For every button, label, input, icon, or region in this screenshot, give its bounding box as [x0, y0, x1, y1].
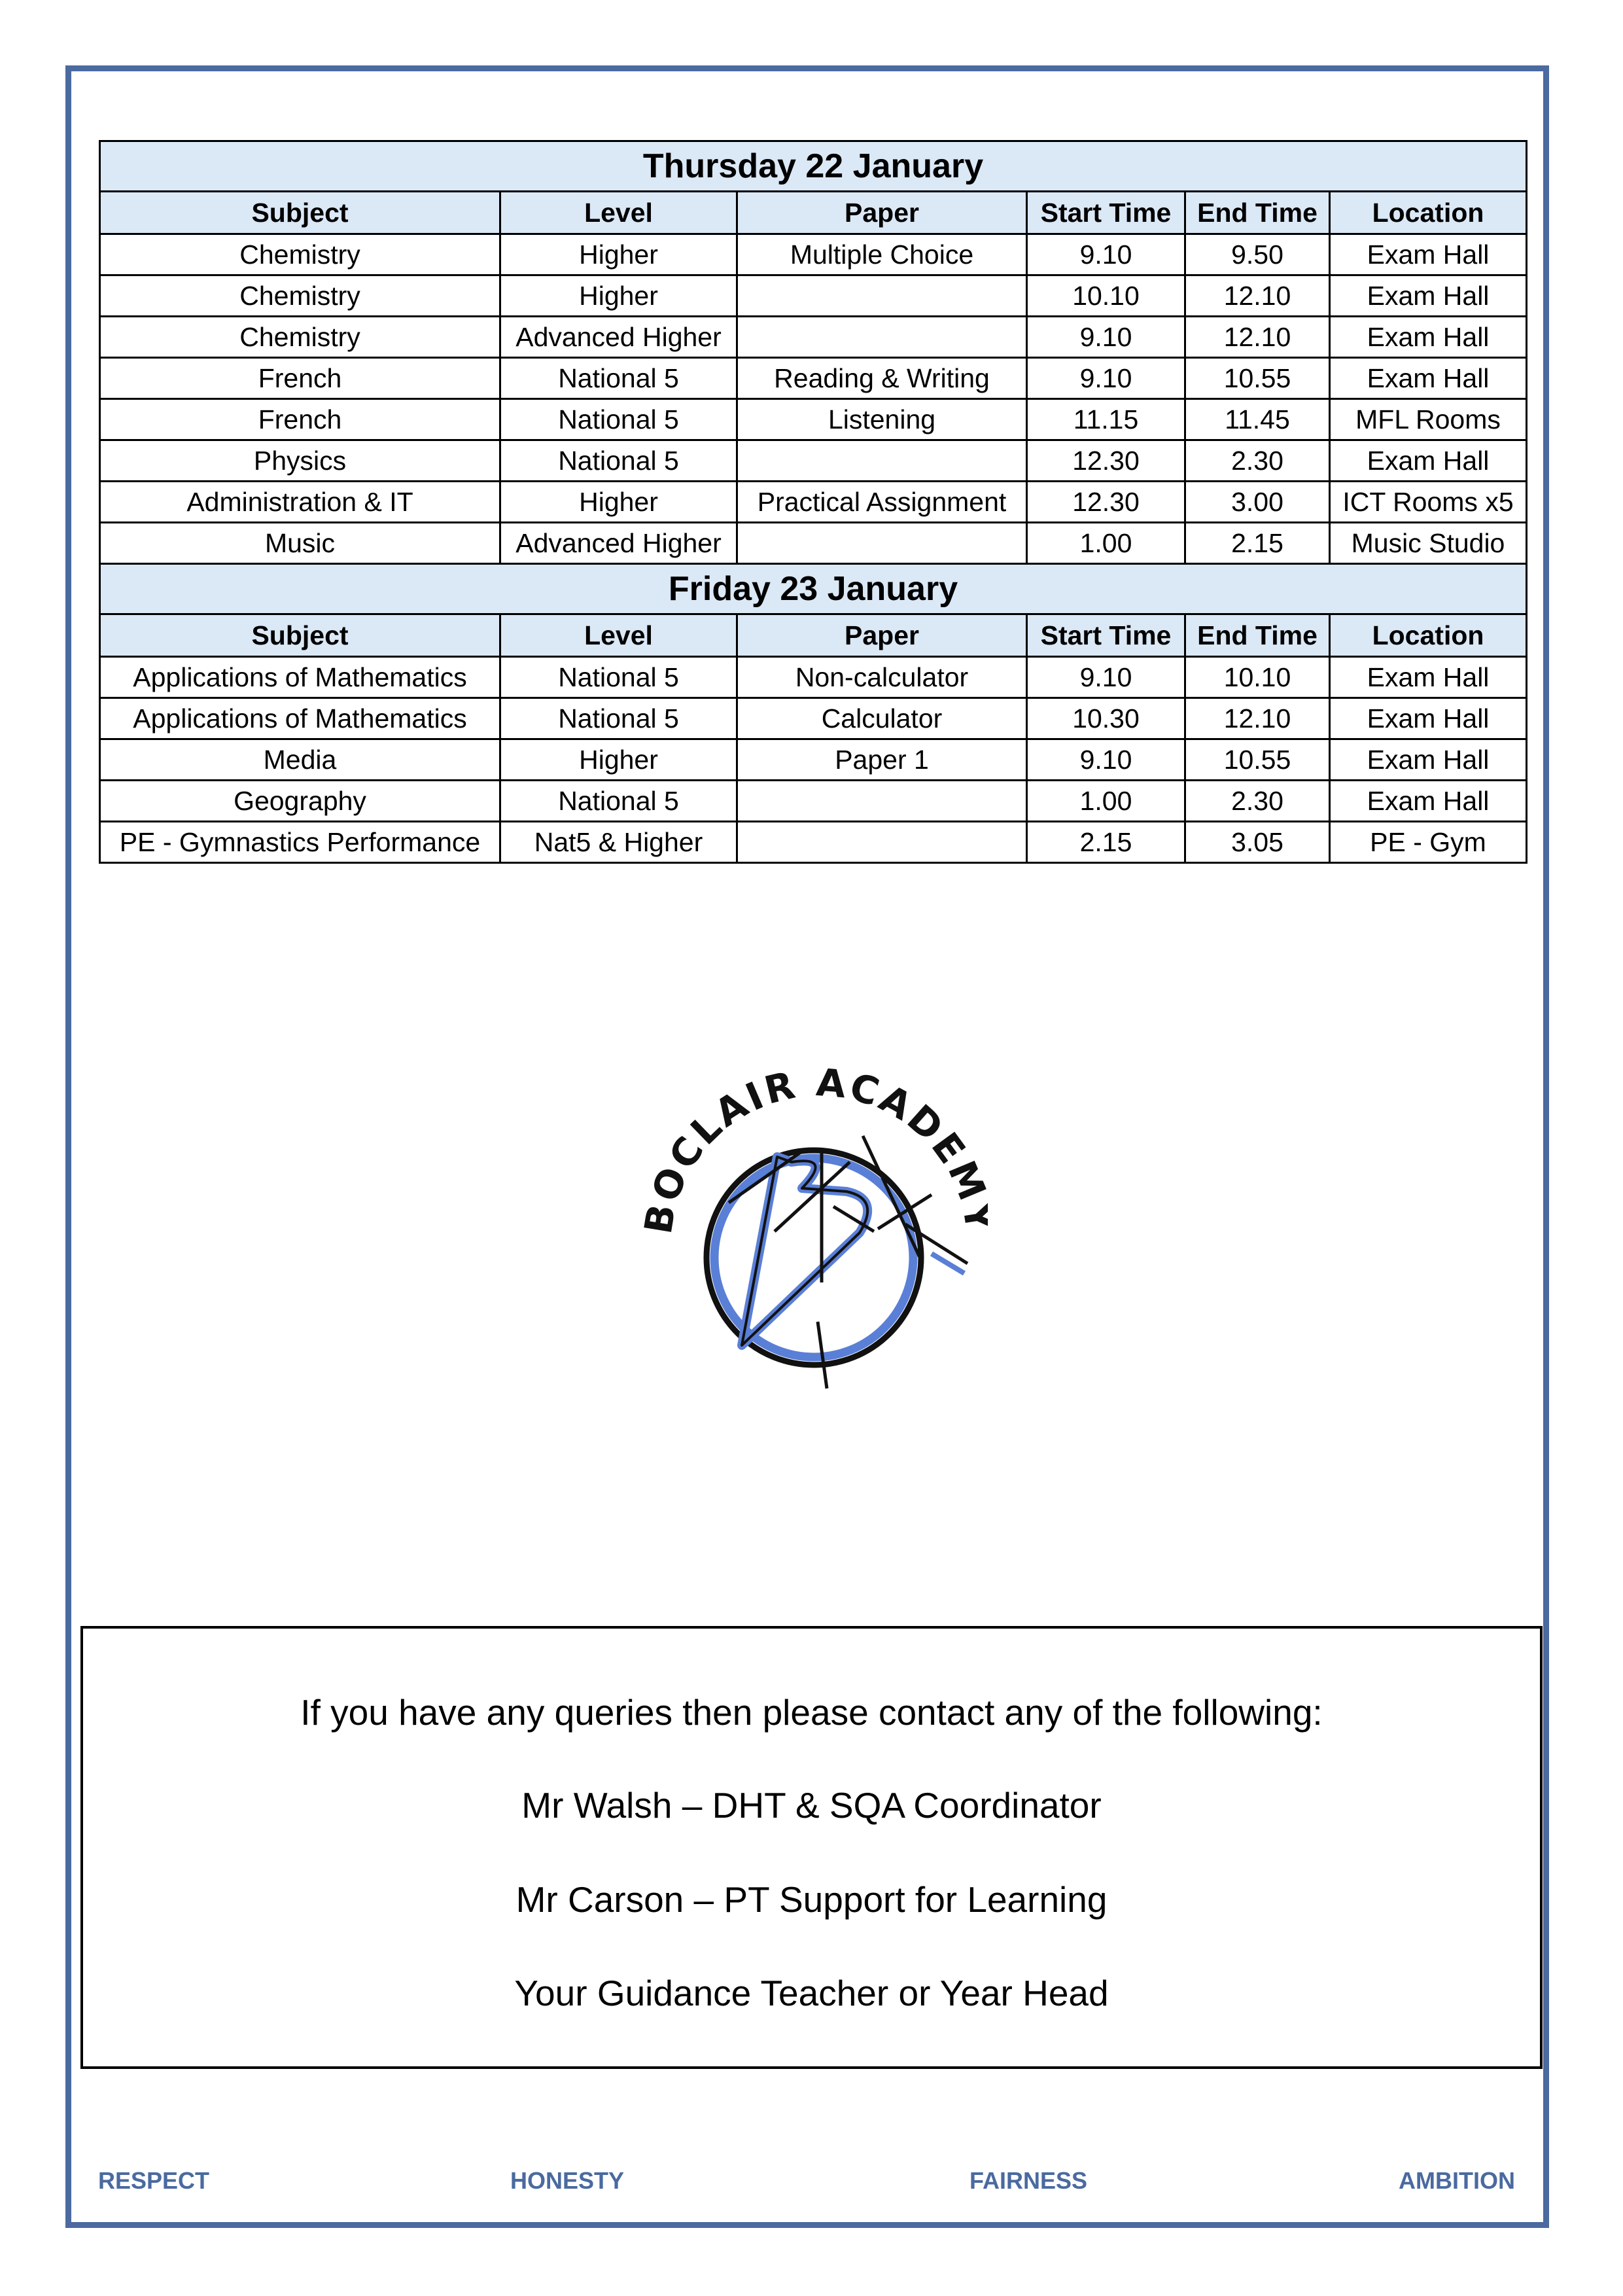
table-cell: Media [100, 739, 500, 781]
footer-ambition: AMBITION [1399, 2167, 1515, 2194]
day-title: Friday 23 January [100, 564, 1527, 614]
table-cell: 2.15 [1027, 822, 1185, 863]
table-cell: Chemistry [100, 275, 500, 317]
table-cell: 12.10 [1185, 698, 1330, 739]
contact-box [80, 1626, 1543, 2069]
table-cell: 9.10 [1027, 739, 1185, 781]
table-cell: 1.00 [1027, 523, 1185, 564]
table-row [100, 822, 1527, 863]
day-header-row [100, 564, 1527, 614]
table-cell: MFL Rooms [1330, 399, 1527, 440]
table-row [100, 275, 1527, 317]
contact-walsh: Mr Walsh – DHT & SQA Coordinator [521, 1785, 1102, 1826]
footer-honesty: HONESTY [510, 2167, 625, 2194]
table-cell: Music [100, 523, 500, 564]
table-cell: Calculator [737, 698, 1027, 739]
column-header: Start Time [1027, 614, 1185, 657]
table-cell: PE - Gymnastics Performance [100, 822, 500, 863]
contact-carson: Mr Carson – PT Support for Learning [515, 1879, 1108, 1920]
table-cell [737, 440, 1027, 482]
table-row [100, 698, 1527, 739]
table-cell: Exam Hall [1330, 234, 1527, 275]
table-row [100, 358, 1527, 399]
table-cell: National 5 [500, 657, 737, 698]
table-cell: National 5 [500, 440, 737, 482]
table-cell: 1.00 [1027, 781, 1185, 822]
table-cell: 10.55 [1185, 739, 1330, 781]
table-cell: Exam Hall [1330, 275, 1527, 317]
table-cell: Higher [500, 739, 737, 781]
table-cell: 12.30 [1027, 440, 1185, 482]
table-cell: 12.10 [1185, 317, 1330, 358]
table-cell: French [100, 358, 500, 399]
table-cell: 11.45 [1185, 399, 1330, 440]
table-cell: French [100, 399, 500, 440]
exam-timetable [99, 140, 1527, 864]
table-cell: Listening [737, 399, 1027, 440]
table-cell: 9.10 [1027, 317, 1185, 358]
table-cell: Practical Assignment [737, 482, 1027, 523]
table-cell: Higher [500, 234, 737, 275]
table-cell: 3.05 [1185, 822, 1330, 863]
table-cell: Higher [500, 275, 737, 317]
table-row [100, 781, 1527, 822]
table-row [100, 440, 1527, 482]
table-cell: 9.10 [1027, 358, 1185, 399]
table-cell: 11.15 [1027, 399, 1185, 440]
table-cell [737, 523, 1027, 564]
table-cell [737, 822, 1027, 863]
table-row [100, 399, 1527, 440]
table-cell: 2.30 [1185, 781, 1330, 822]
table-cell: Non-calculator [737, 657, 1027, 698]
table-cell: Geography [100, 781, 500, 822]
table-cell: 10.30 [1027, 698, 1185, 739]
table-row [100, 739, 1527, 781]
contact-guidance: Your Guidance Teacher or Year Head [514, 1973, 1109, 2013]
column-header-row [100, 192, 1527, 234]
column-header-row [100, 614, 1527, 657]
table-cell: National 5 [500, 399, 737, 440]
table-cell [737, 275, 1027, 317]
table-cell: National 5 [500, 698, 737, 739]
column-header: Location [1330, 192, 1527, 234]
table-cell: Exam Hall [1330, 358, 1527, 399]
table-cell: National 5 [500, 781, 737, 822]
table-cell: Paper 1 [737, 739, 1027, 781]
column-header: Location [1330, 614, 1527, 657]
table-cell: Multiple Choice [737, 234, 1027, 275]
table-cell: Nat5 & Higher [500, 822, 737, 863]
table-cell: 9.10 [1027, 234, 1185, 275]
table-cell: 3.00 [1185, 482, 1330, 523]
logo-text: BOCLAIR ACADE [637, 1059, 976, 1237]
table-cell [737, 781, 1027, 822]
table-cell: Applications of Mathematics [100, 698, 500, 739]
table-cell: 12.30 [1027, 482, 1185, 523]
table-row [100, 234, 1527, 275]
table-cell: Administration & IT [100, 482, 500, 523]
table-cell: Music Studio [1330, 523, 1527, 564]
column-header: Subject [100, 614, 500, 657]
table-cell: Applications of Mathematics [100, 657, 500, 698]
table-cell: PE - Gym [1330, 822, 1527, 863]
table-row [100, 482, 1527, 523]
table-cell: Exam Hall [1330, 698, 1527, 739]
table-cell: National 5 [500, 358, 737, 399]
table-cell: Exam Hall [1330, 739, 1527, 781]
table-cell: 2.30 [1185, 440, 1330, 482]
table-cell [737, 317, 1027, 358]
table-cell: Exam Hall [1330, 440, 1527, 482]
contact-intro: If you have any queries then please contact any of the following: [300, 1692, 1323, 1733]
footer-fairness: FAIRNESS [969, 2167, 1088, 2194]
column-header: End Time [1185, 192, 1330, 234]
table-cell: Exam Hall [1330, 317, 1527, 358]
boclair-academy-crest-icon [637, 1057, 988, 1404]
day-header-row [100, 141, 1527, 192]
table-cell: 10.55 [1185, 358, 1330, 399]
day-title: Thursday 22 January [100, 141, 1527, 192]
table-row [100, 523, 1527, 564]
table-row [100, 657, 1527, 698]
table-cell: Chemistry [100, 317, 500, 358]
column-header: Level [500, 614, 737, 657]
table-cell: Reading & Writing [737, 358, 1027, 399]
column-header: Paper [737, 614, 1027, 657]
table-cell: 12.10 [1185, 275, 1330, 317]
footer-respect: RESPECT [98, 2167, 210, 2194]
column-header: Level [500, 192, 737, 234]
table-cell: Exam Hall [1330, 781, 1527, 822]
column-header: Subject [100, 192, 500, 234]
column-header: End Time [1185, 614, 1330, 657]
table-cell: Higher [500, 482, 737, 523]
school-logo [637, 1057, 988, 1404]
table-cell: 10.10 [1027, 275, 1185, 317]
table-cell: 2.15 [1185, 523, 1330, 564]
table-cell: 9.10 [1027, 657, 1185, 698]
table-row [100, 317, 1527, 358]
table-cell: 10.10 [1185, 657, 1330, 698]
table-cell: ICT Rooms x5 [1330, 482, 1527, 523]
table-cell: Advanced Higher [500, 523, 737, 564]
column-header: Paper [737, 192, 1027, 234]
table-cell: Advanced Higher [500, 317, 737, 358]
table-cell: Chemistry [100, 234, 500, 275]
table-cell: Exam Hall [1330, 657, 1527, 698]
column-header: Start Time [1027, 192, 1185, 234]
table-cell: 9.50 [1185, 234, 1330, 275]
table-cell: Physics [100, 440, 500, 482]
